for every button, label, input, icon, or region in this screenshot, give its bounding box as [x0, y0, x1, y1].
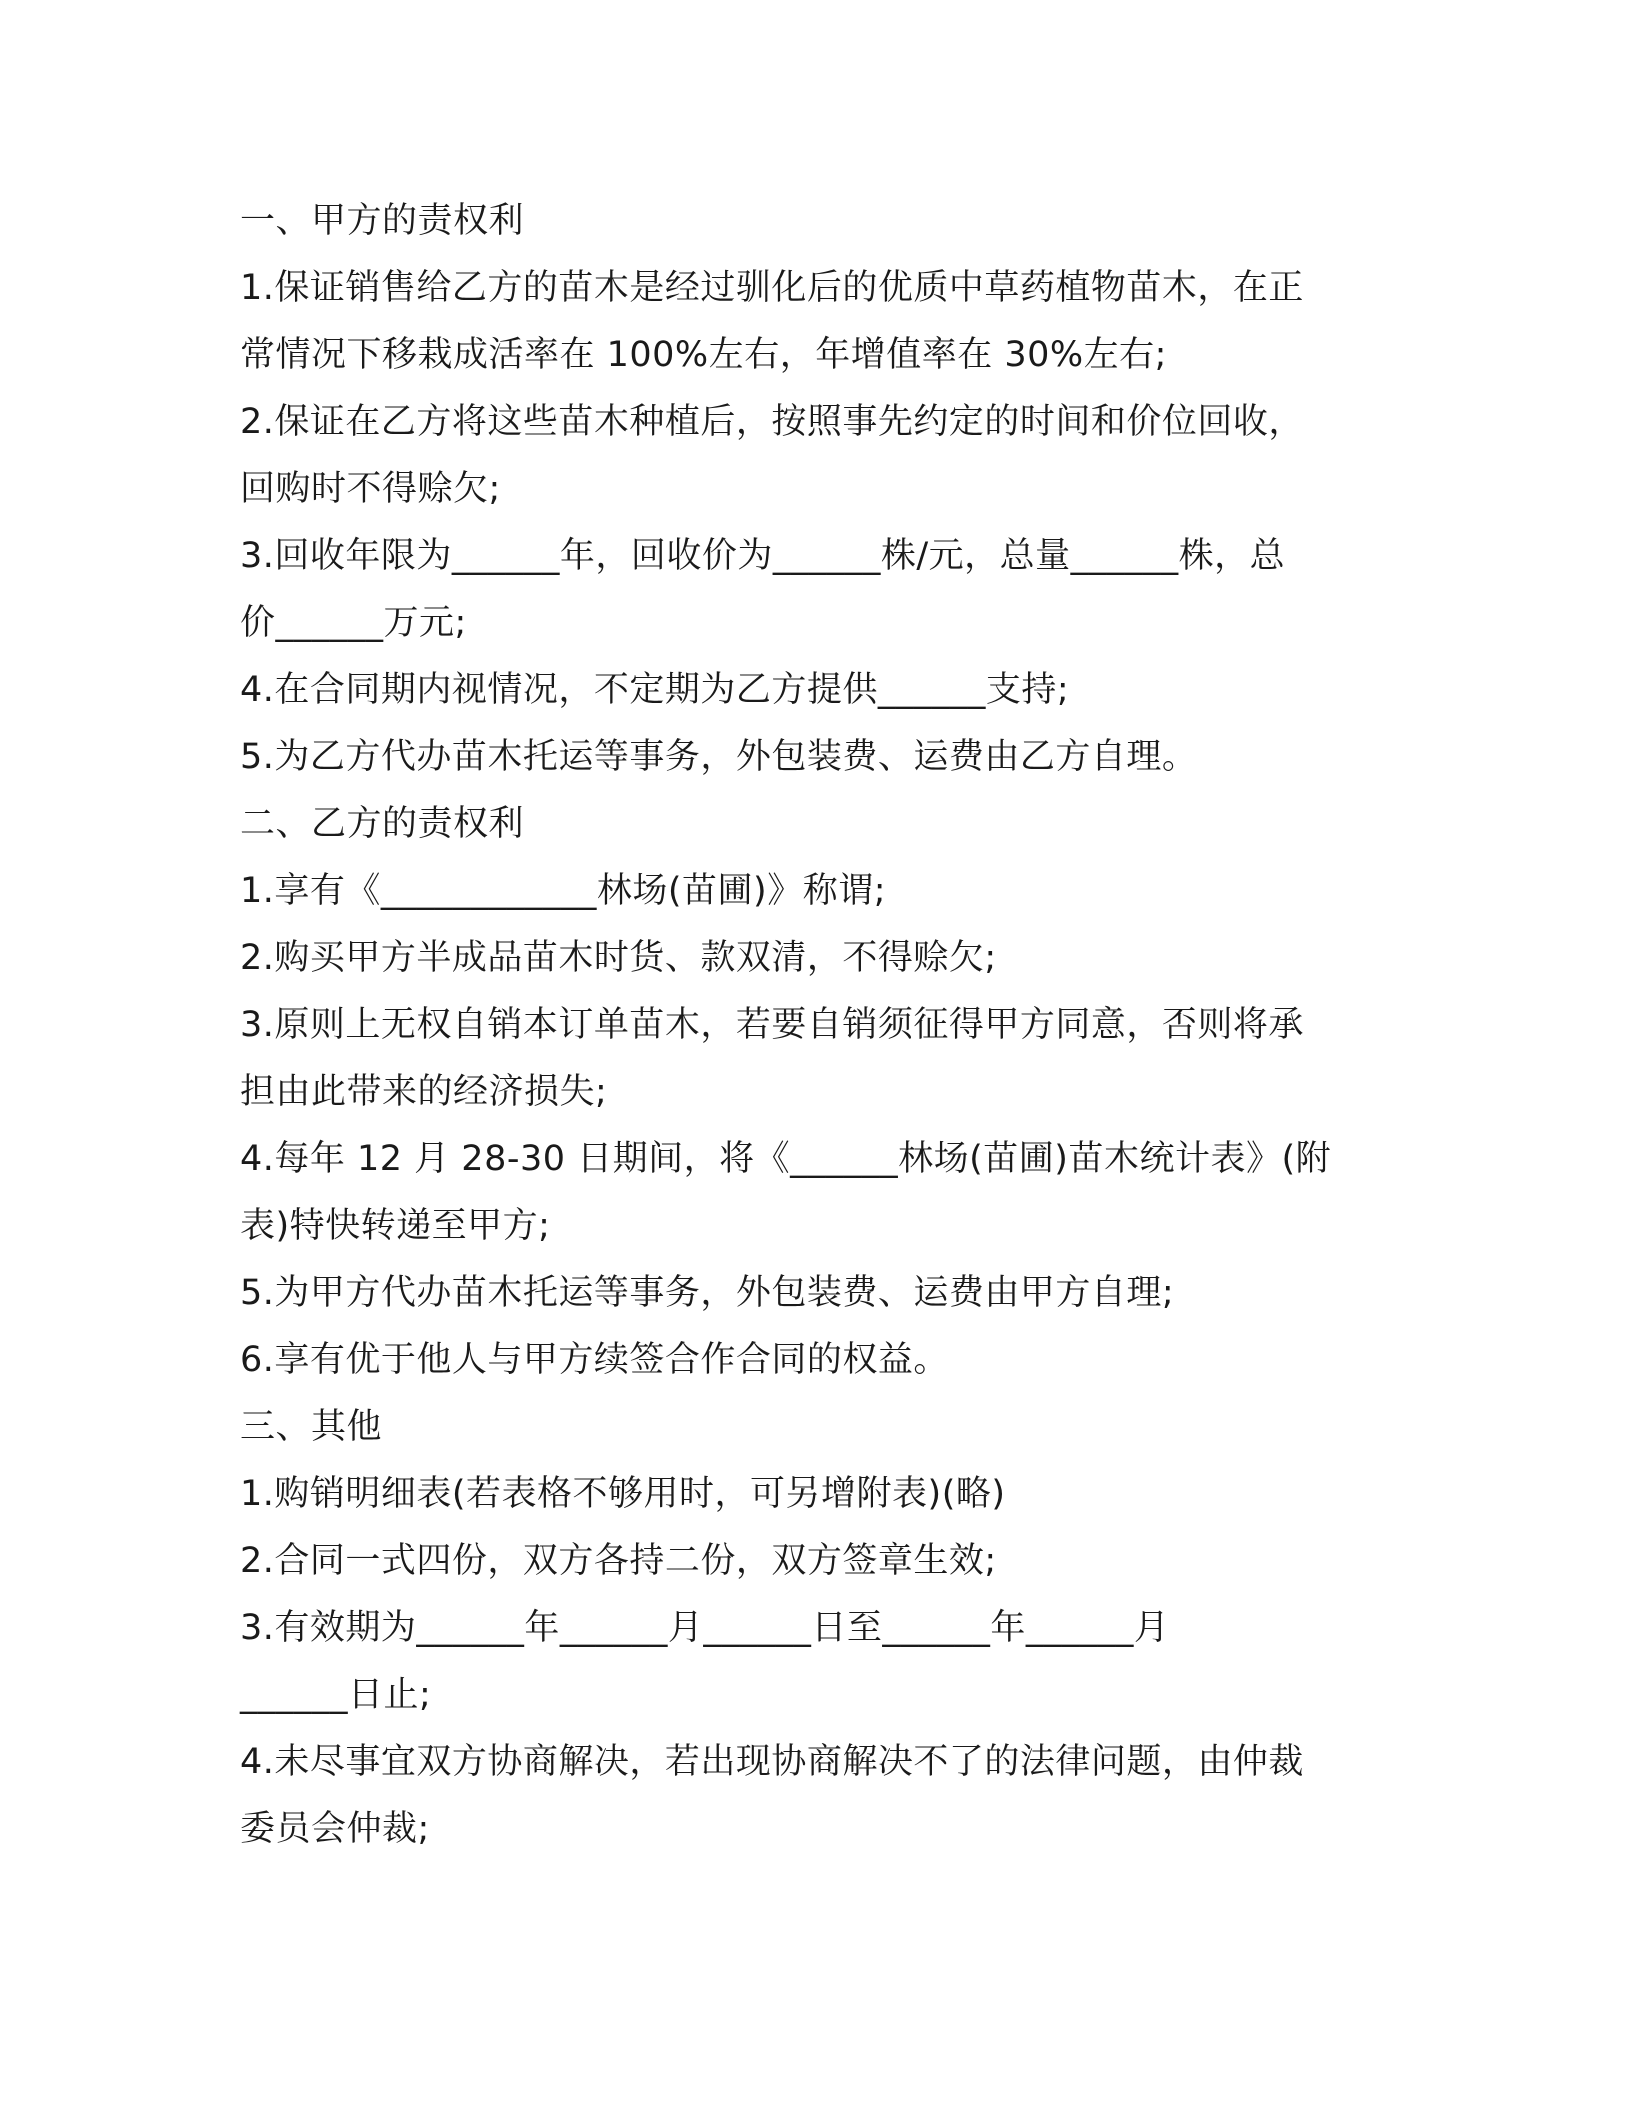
text-line: 担由此带来的经济损失; — [240, 1072, 608, 1112]
text-line: ______日止; — [240, 1675, 432, 1715]
text-line: 1.保证销售给乙方的苗木是经过驯化后的优质中草药植物苗木，在正 — [240, 268, 1304, 308]
text-line: 4.在合同期内视情况，不定期为乙方提供______支持; — [240, 670, 1070, 710]
text-line: 委员会仲裁; — [240, 1809, 430, 1849]
section-heading: 一、甲方的责权利 — [240, 201, 525, 241]
text-line: 4.未尽事宜双方协商解决，若出现协商解决不了的法律问题，由仲裁 — [240, 1742, 1304, 1782]
text-line: 2.合同一式四份，双方各持二份，双方签章生效; — [240, 1541, 997, 1581]
section-heading: 三、其他 — [240, 1407, 383, 1447]
text-line: 回购时不得赊欠; — [240, 469, 501, 509]
text-line: 3.原则上无权自销本订单苗木，若要自销须征得甲方同意，否则将承 — [240, 1005, 1304, 1045]
text-line: 1.购销明细表(若表格不够用时，可另增附表)(略) — [240, 1474, 1006, 1514]
text-line: 2.保证在乙方将这些苗木种植后，按照事先约定的时间和价位回收， — [240, 402, 1304, 442]
text-line: 5.为甲方代办苗木托运等事务，外包装费、运费由甲方自理; — [240, 1273, 1175, 1313]
text-line: 6.享有优于他人与甲方续签合作合同的权益。 — [240, 1340, 949, 1380]
text-line: 表)特快转递至甲方; — [240, 1206, 551, 1246]
text-line: 1.享有《____________林场(苗圃)》称谓; — [240, 871, 886, 911]
text-line: 4.每年 12 月 28-30 日期间，将《______林场(苗圃)苗木统计表》(附 — [240, 1139, 1332, 1179]
text-line: 5.为乙方代办苗木托运等事务，外包装费、运费由乙方自理。 — [240, 737, 1198, 777]
text-line: 3.回收年限为______年，回收价为______株/元，总量______株，总 — [240, 536, 1286, 576]
text-line: 价______万元; — [240, 603, 467, 643]
text-line: 2.购买甲方半成品苗木时货、款双清，不得赊欠; — [240, 938, 997, 978]
text-line: 3.有效期为______年______月______日至______年______月 — [240, 1608, 1170, 1648]
contract-body — [240, 188, 1390, 1863]
text-line: 常情况下移栽成活率在 100%左右，年增值率在 30%左右; — [240, 335, 1167, 375]
section-heading: 二、乙方的责权利 — [240, 804, 525, 844]
